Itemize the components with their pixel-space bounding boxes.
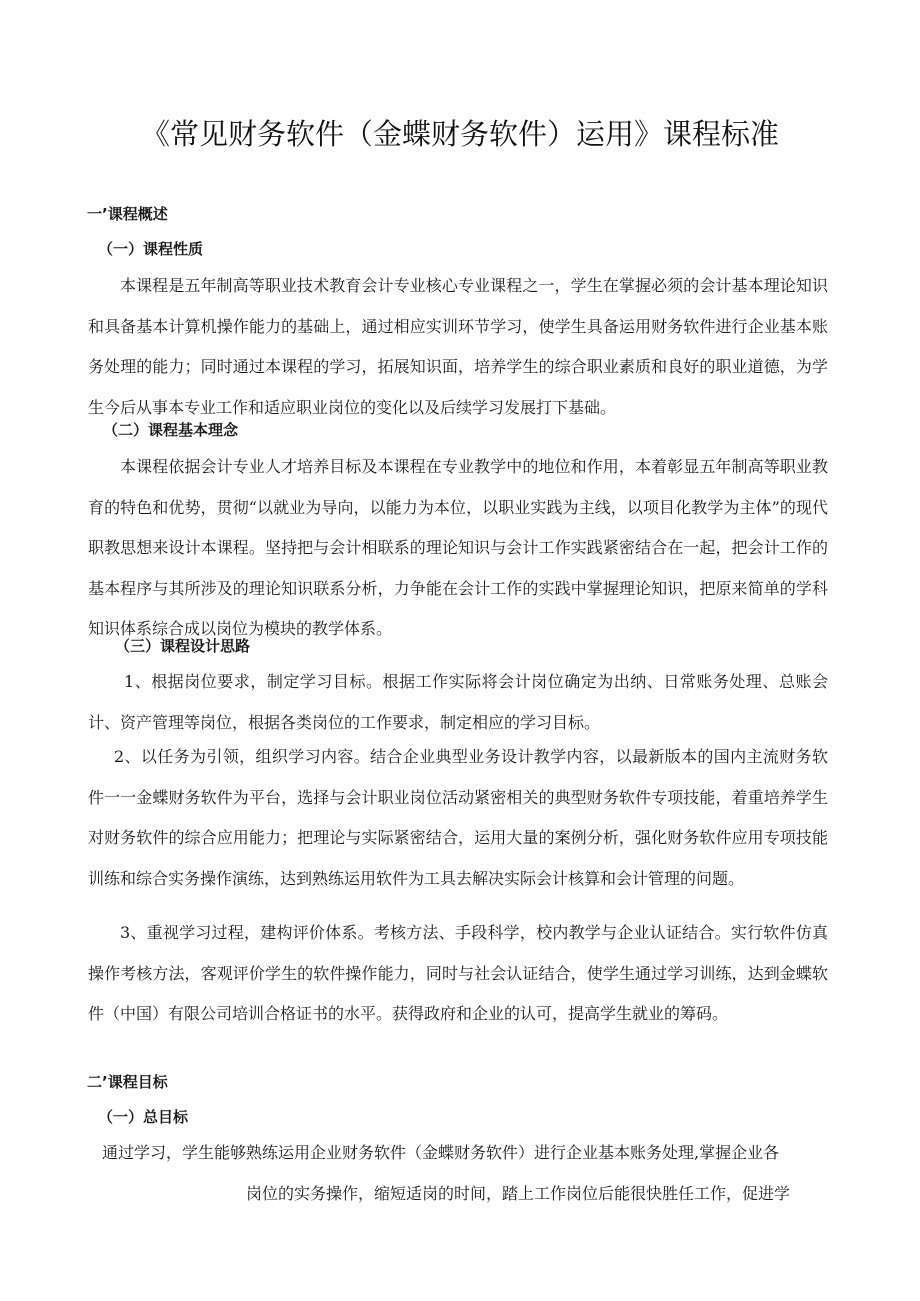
subsection-heading-nature: （一）课程性质 (98, 240, 204, 258)
section-heading-overview: 一’课程概述 (87, 205, 168, 223)
paragraph-design-point-1: 1、根据岗位要求，制定学习目标。根据工作实际将会计岗位确定为出纳、日常账务处理、总账会计、资产管理等岗位，根据各类岗位的工作要求，制定相应的学习目标。 (88, 672, 828, 732)
document-title: 《常见财务软件（金蝶财务软件）运用》课程标准 (140, 117, 779, 151)
paragraph-design-point-3: 3、重视学习过程，建构评价体系。考核方法、手段科学，校内教学与企业认证结合。实行软件仿真操作考核方法，客观评价学生的软件操作能力，同时与社会认证结合，使学生通过学习训练，达到金蝶软件（中国）有限公司培训合格证书的水平。获得政府和企业的认可，提高学生就业的筹码。 (88, 923, 828, 1023)
section-heading-objectives: 二’课程目标 (87, 1073, 168, 1091)
subsection-heading-design: （三）课程设计思路 (115, 637, 251, 655)
paragraph-course-philosophy: 本课程依据会计专业人才培养目标及本课程在专业教学中的地位和作用，本着彰显五年制高等职业教育的特色和优势，贯彻“以就业为导向，以能力为本位，以职业实践为主线，以项目化教学为主体”的现代职教思想来设计本课程。坚持把与会计相联系的理论知识与会计工作实践紧密结合在一起，把会计工作的基本程序与其所涉及的理论知识联系分析，力争能在会计工作的实践中掌握理论知识，把原来简单的学科知识体系综合成以岗位为模块的教学体系。 (88, 457, 828, 638)
paragraph-design-point-2: 2、以任务为引领，组织学习内容。结合企业典型业务设计教学内容，以最新版本的国内主流财务软件一一金蝶财务软件为平台，选择与会计职业岗位活动紧密相关的典型财务软件专项技能，着重培养学生对财务软件的综合应用能力；把理论与实际紧密结合，运用大量的案例分析，强化财务软件应用专项技能训练和综合实务操作演练，达到熟练运用软件为工具去解决实际会计核算和会计管理的问题。 (88, 747, 828, 888)
subsection-heading-overall-goal: （一）总目标 (98, 1108, 189, 1126)
goal-text-line-1: 通过学习，学生能够熟练运用企业财务软件（金蝶财务软件）进行企业基本账务处理,掌握企业各 (102, 1143, 780, 1162)
paragraph-course-nature: 本课程是五年制高等职业技术教育会计专业核心专业课程之一，学生在掌握必须的会计基本理论知识和具备基本计算机操作能力的基础上，通过相应实训环节学习，使学生具备运用财务软件进行企业基本账务处理的能力；同时通过本课程的学习，拓展知识面，培养学生的综合职业素质和良好的职业道德，为学生今后从事本专业工作和适应职业岗位的变化以及后续学习发展打下基础。 (88, 276, 828, 417)
goal-text-line-2: 岗位的实务操作，缩短适岗的时间，踏上工作岗位后能很快胜任工作，促进学 (246, 1184, 791, 1203)
subsection-heading-philosophy: （二）课程基本理念 (103, 421, 239, 439)
